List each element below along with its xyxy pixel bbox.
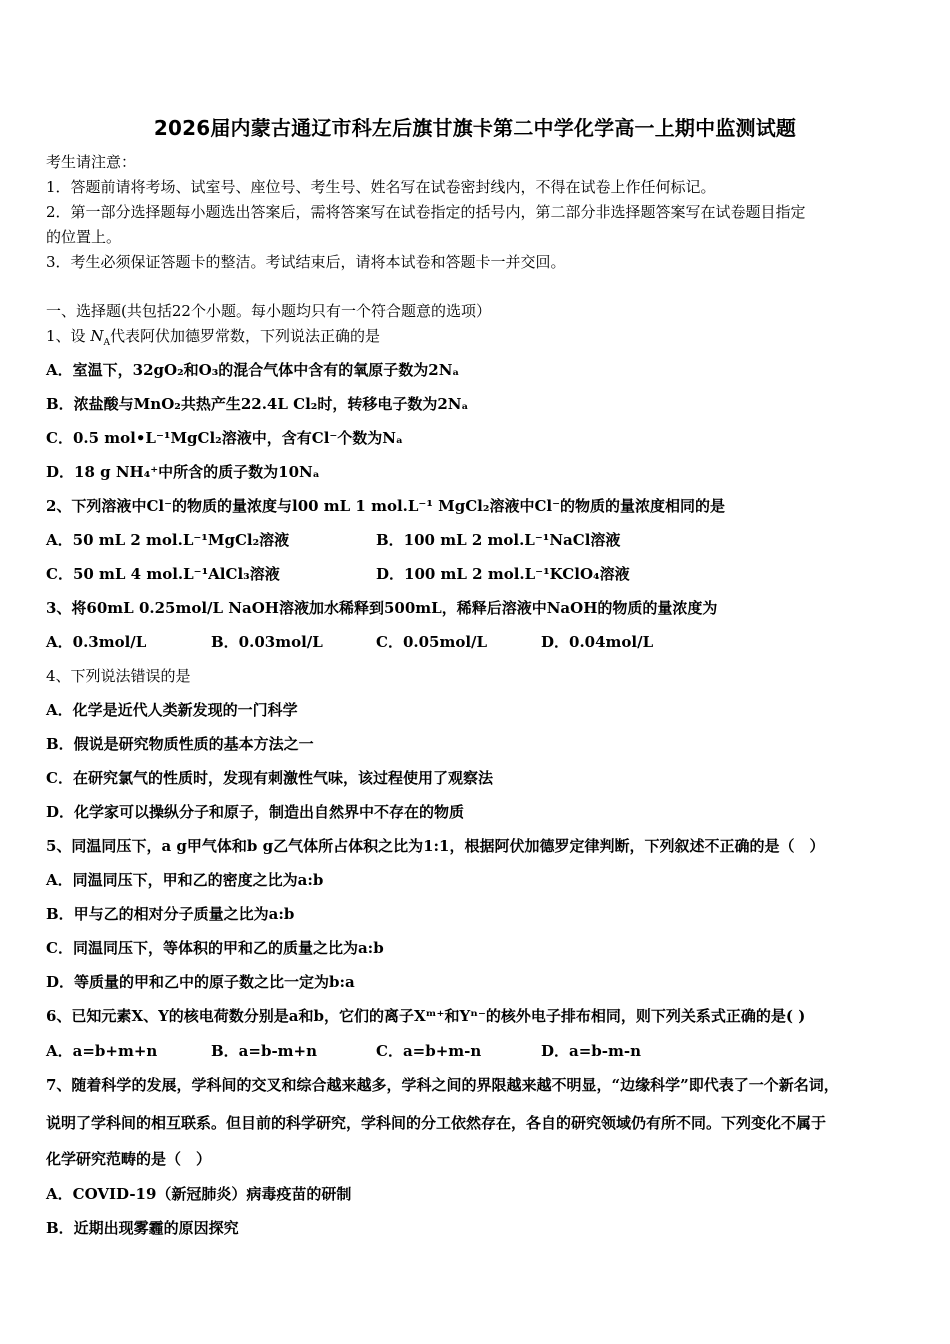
notice-item: 2．第一部分选择题每小题选出答案后，需将答案写在试卷指定的括号内，第二部分非选择题答案写在试卷题目指定 [46,203,806,221]
q3-option-d: D．0.04mol/L [541,633,654,651]
q4-option-a: A．化学是近代人类新发现的一门科学 [46,701,298,719]
q6-option-d: D．a=b-m-n [541,1042,642,1060]
q5-option-b: B．甲与乙的相对分子质量之比为a:b [46,905,295,923]
q1-na-subscript: A [103,338,110,348]
question-7-stem-line-3: 化学研究范畴的是（ ） [46,1150,212,1168]
q1-option-d: D．18 g NH₄⁺中所含的质子数为10Nₐ [46,463,320,481]
q4-option-d: D．化学家可以操纵分子和原子，制造出自然界中不存在的物质 [46,803,465,821]
question-6-stem: 6、已知元素X、Y的核电荷数分别是a和b，它们的离子Xᵐ⁺和Yⁿ⁻的核外电子排布相同，则下列关系式正确的是( ) [46,1007,806,1025]
q2-option-d: D．100 mL 2 mol.L⁻¹KClO₄溶液 [376,565,630,583]
q5-option-d: D．等质量的甲和乙中的原子数之比一定为b:a [46,973,355,991]
q4-option-c: C．在研究氯气的性质时，发现有刺激性气味，该过程使用了观察法 [46,769,493,787]
q4-option-b: B．假说是研究物质性质的基本方法之一 [46,735,314,753]
q5-option-a: A．同温同压下，甲和乙的密度之比为a:b [46,871,324,889]
q3-option-a: A．0.3mol/L [46,633,147,651]
q1-stem-prefix: 1、设 [46,327,91,345]
q5-option-c: C．同温同压下，等体积的甲和乙的质量之比为a:b [46,939,384,957]
q1-option-b: B．浓盐酸与MnO₂共热产生22.4L Cl₂时，转移电子数为2Nₐ [46,395,469,413]
question-7-stem-line-1: 7、随着科学的发展，学科间的交叉和综合越来越多，学科之间的界限越来越不明显，“边缘科学”即代表了一个新名词， [46,1076,839,1094]
q7-option-b: B．近期出现雾霾的原因探究 [46,1219,239,1237]
q3-option-b: B．0.03mol/L [211,633,323,651]
q6-option-c: C．a=b+m-n [376,1042,482,1060]
question-2-stem: 2、下列溶液中Cl⁻的物质的量浓度与l00 mL 1 mol.L⁻¹ MgCl₂溶液中Cl⁻的物质的量浓度相同的是 [46,497,725,515]
q3-option-c: C．0.05mol/L [376,633,488,651]
page-title: 2026届内蒙古通辽市科左后旗甘旗卡第二中学化学高一上期中监测试题 [153,116,797,140]
q1-stem-text: 代表阿伏加德罗常数，下列说法正确的是 [109,327,380,345]
q2-option-c: C．50 mL 4 mol.L⁻¹AlCl₃溶液 [46,565,280,583]
q1-na-symbol: N [90,327,104,345]
notice-item: 1．答题前请将考场、试室号、座位号、考生号、姓名写在试卷密封线内，不得在试卷上作任何标记。 [46,178,716,196]
q2-option-a: A．50 mL 2 mol.L⁻¹MgCl₂溶液 [46,531,290,549]
notice-heading: 考生请注意： [46,153,137,171]
q6-option-b: B．a=b-m+n [211,1042,318,1060]
question-3-stem: 3、将60mL 0.25mol/L NaOH溶液加水稀释到500mL，稀释后溶液中NaOH的物质的量浓度为 [46,599,718,617]
q7-option-a: A．COVID-19（新冠肺炎）病毒疫苗的研制 [46,1185,352,1203]
q1-option-a: A．室温下，32gO₂和O₃的混合气体中含有的氧原子数为2Nₐ [46,361,460,379]
notice-item: 3．考生必须保证答题卡的整洁。考试结束后，请将本试卷和答题卡一并交回。 [46,253,566,271]
q2-option-b: B．100 mL 2 mol.L⁻¹NaCl溶液 [376,531,621,549]
question-4-stem: 4、下列说法错误的是 [46,667,191,685]
question-5-stem: 5、同温同压下，a g甲气体和b g乙气体所占体积之比为1:1，根据阿伏加德罗定律判断，下列叙述不正确的是（ ） [46,837,825,855]
question-7-stem-line-2: 说明了学科间的相互联系。但目前的科学研究，学科间的分工依然存在，各自的研究领域仍有所不同。下列变化不属于 [46,1114,827,1132]
q1-option-c: C．0.5 mol•L⁻¹MgCl₂溶液中，含有Cl⁻个数为Nₐ [46,429,404,447]
section-heading: 一、选择题(共包括22个小题。每小题均只有一个符合题意的选项） [46,302,491,320]
q6-option-a: A．a=b+m+n [46,1042,158,1060]
notice-item: 的位置上。 [46,228,122,246]
question-1-stem [46,326,380,346]
